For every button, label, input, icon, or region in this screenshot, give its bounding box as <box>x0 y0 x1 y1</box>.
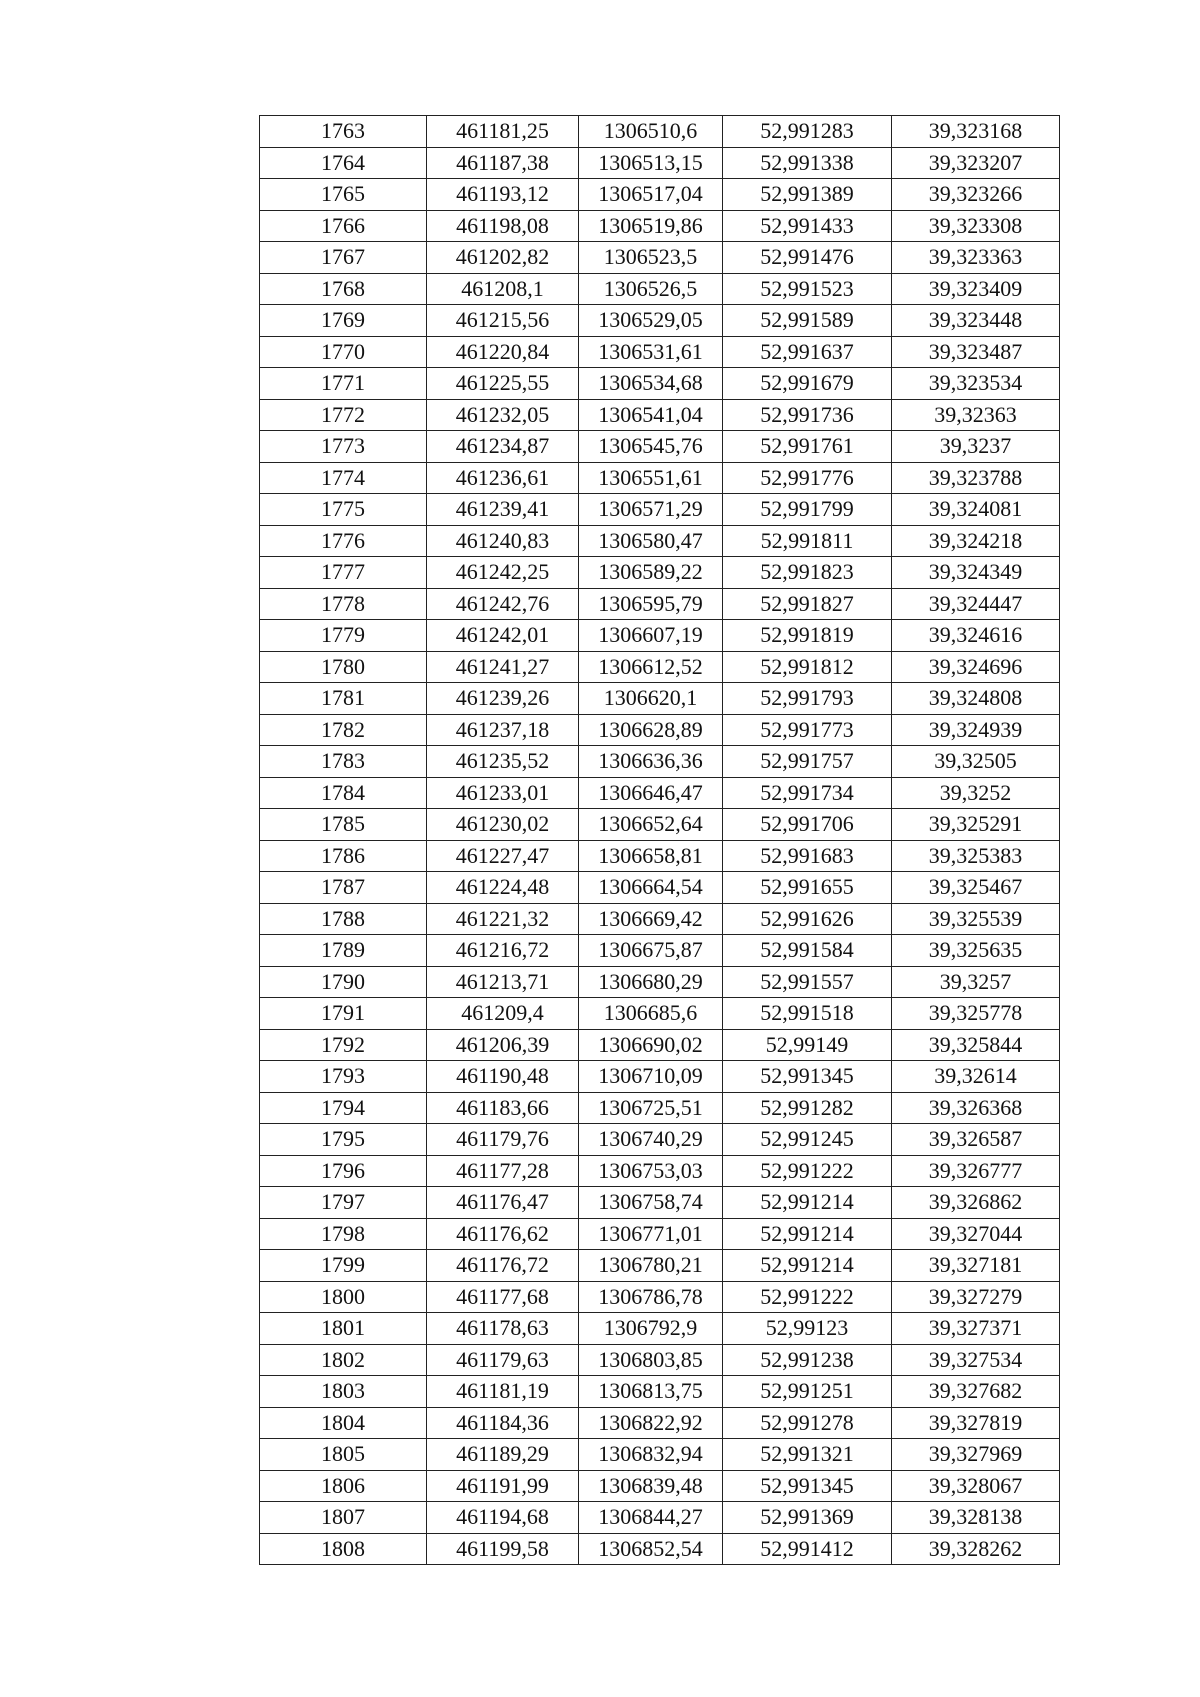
point-number-cell: 1786 <box>260 840 427 872</box>
point-number-cell: 1785 <box>260 809 427 841</box>
x-coordinate-cell: 461177,68 <box>427 1281 579 1313</box>
x-coordinate-cell: 461190,48 <box>427 1061 579 1093</box>
x-coordinate-cell: 461178,63 <box>427 1313 579 1345</box>
coordinates-table <box>259 115 1060 1565</box>
latitude-cell: 52,991761 <box>723 431 892 463</box>
y-coordinate-cell: 1306628,89 <box>579 714 723 746</box>
point-number-cell: 1782 <box>260 714 427 746</box>
longitude-cell: 39,3237 <box>892 431 1060 463</box>
table-row <box>260 651 1060 683</box>
longitude-cell: 39,327819 <box>892 1407 1060 1439</box>
y-coordinate-cell: 1306822,92 <box>579 1407 723 1439</box>
point-number-cell: 1795 <box>260 1124 427 1156</box>
point-number-cell: 1799 <box>260 1250 427 1282</box>
y-coordinate-cell: 1306620,1 <box>579 683 723 715</box>
x-coordinate-cell: 461198,08 <box>427 210 579 242</box>
point-number-cell: 1784 <box>260 777 427 809</box>
longitude-cell: 39,328067 <box>892 1470 1060 1502</box>
longitude-cell: 39,324696 <box>892 651 1060 683</box>
latitude-cell: 52,991245 <box>723 1124 892 1156</box>
x-coordinate-cell: 461193,12 <box>427 179 579 211</box>
y-coordinate-cell: 1306529,05 <box>579 305 723 337</box>
y-coordinate-cell: 1306680,29 <box>579 966 723 998</box>
x-coordinate-cell: 461177,28 <box>427 1155 579 1187</box>
longitude-cell: 39,328138 <box>892 1502 1060 1534</box>
table-row <box>260 746 1060 778</box>
longitude-cell: 39,325291 <box>892 809 1060 841</box>
table-row <box>260 1376 1060 1408</box>
longitude-cell: 39,325539 <box>892 903 1060 935</box>
longitude-cell: 39,32614 <box>892 1061 1060 1093</box>
table-row <box>260 557 1060 589</box>
table-row <box>260 1313 1060 1345</box>
latitude-cell: 52,991476 <box>723 242 892 274</box>
table-row <box>260 1470 1060 1502</box>
x-coordinate-cell: 461237,18 <box>427 714 579 746</box>
latitude-cell: 52,991278 <box>723 1407 892 1439</box>
table-row <box>260 1092 1060 1124</box>
table-row <box>260 840 1060 872</box>
longitude-cell: 39,327682 <box>892 1376 1060 1408</box>
longitude-cell: 39,323448 <box>892 305 1060 337</box>
table-row <box>260 210 1060 242</box>
y-coordinate-cell: 1306545,76 <box>579 431 723 463</box>
table-row <box>260 116 1060 148</box>
y-coordinate-cell: 1306725,51 <box>579 1092 723 1124</box>
x-coordinate-cell: 461242,01 <box>427 620 579 652</box>
latitude-cell: 52,991655 <box>723 872 892 904</box>
y-coordinate-cell: 1306803,85 <box>579 1344 723 1376</box>
longitude-cell: 39,327279 <box>892 1281 1060 1313</box>
y-coordinate-cell: 1306526,5 <box>579 273 723 305</box>
latitude-cell: 52,991812 <box>723 651 892 683</box>
latitude-cell: 52,991222 <box>723 1281 892 1313</box>
table-row <box>260 1124 1060 1156</box>
latitude-cell: 52,99123 <box>723 1313 892 1345</box>
y-coordinate-cell: 1306571,29 <box>579 494 723 526</box>
x-coordinate-cell: 461235,52 <box>427 746 579 778</box>
point-number-cell: 1807 <box>260 1502 427 1534</box>
x-coordinate-cell: 461230,02 <box>427 809 579 841</box>
y-coordinate-cell: 1306852,54 <box>579 1533 723 1565</box>
point-number-cell: 1783 <box>260 746 427 778</box>
point-number-cell: 1767 <box>260 242 427 274</box>
latitude-cell: 52,991214 <box>723 1218 892 1250</box>
longitude-cell: 39,325383 <box>892 840 1060 872</box>
table-row <box>260 714 1060 746</box>
latitude-cell: 52,991412 <box>723 1533 892 1565</box>
table-row <box>260 1502 1060 1534</box>
table-row <box>260 1029 1060 1061</box>
table-row <box>260 588 1060 620</box>
y-coordinate-cell: 1306517,04 <box>579 179 723 211</box>
y-coordinate-cell: 1306519,86 <box>579 210 723 242</box>
longitude-cell: 39,327534 <box>892 1344 1060 1376</box>
table-row <box>260 966 1060 998</box>
latitude-cell: 52,991637 <box>723 336 892 368</box>
latitude-cell: 52,991238 <box>723 1344 892 1376</box>
longitude-cell: 39,323266 <box>892 179 1060 211</box>
longitude-cell: 39,326862 <box>892 1187 1060 1219</box>
y-coordinate-cell: 1306669,42 <box>579 903 723 935</box>
x-coordinate-cell: 461191,99 <box>427 1470 579 1502</box>
latitude-cell: 52,991706 <box>723 809 892 841</box>
latitude-cell: 52,991251 <box>723 1376 892 1408</box>
longitude-cell: 39,3252 <box>892 777 1060 809</box>
longitude-cell: 39,327181 <box>892 1250 1060 1282</box>
y-coordinate-cell: 1306753,03 <box>579 1155 723 1187</box>
point-number-cell: 1789 <box>260 935 427 967</box>
y-coordinate-cell: 1306646,47 <box>579 777 723 809</box>
y-coordinate-cell: 1306792,9 <box>579 1313 723 1345</box>
point-number-cell: 1765 <box>260 179 427 211</box>
y-coordinate-cell: 1306589,22 <box>579 557 723 589</box>
y-coordinate-cell: 1306580,47 <box>579 525 723 557</box>
longitude-cell: 39,323308 <box>892 210 1060 242</box>
x-coordinate-cell: 461213,71 <box>427 966 579 998</box>
latitude-cell: 52,991518 <box>723 998 892 1030</box>
longitude-cell: 39,323363 <box>892 242 1060 274</box>
latitude-cell: 52,991433 <box>723 210 892 242</box>
point-number-cell: 1781 <box>260 683 427 715</box>
x-coordinate-cell: 461176,72 <box>427 1250 579 1282</box>
longitude-cell: 39,32505 <box>892 746 1060 778</box>
latitude-cell: 52,991819 <box>723 620 892 652</box>
table-row <box>260 620 1060 652</box>
table-row <box>260 494 1060 526</box>
latitude-cell: 52,991214 <box>723 1250 892 1282</box>
latitude-cell: 52,991283 <box>723 116 892 148</box>
table-row <box>260 683 1060 715</box>
table-row <box>260 1533 1060 1565</box>
point-number-cell: 1780 <box>260 651 427 683</box>
x-coordinate-cell: 461216,72 <box>427 935 579 967</box>
y-coordinate-cell: 1306531,61 <box>579 336 723 368</box>
longitude-cell: 39,324808 <box>892 683 1060 715</box>
point-number-cell: 1801 <box>260 1313 427 1345</box>
latitude-cell: 52,991345 <box>723 1470 892 1502</box>
point-number-cell: 1800 <box>260 1281 427 1313</box>
latitude-cell: 52,991214 <box>723 1187 892 1219</box>
x-coordinate-cell: 461239,26 <box>427 683 579 715</box>
x-coordinate-cell: 461176,47 <box>427 1187 579 1219</box>
x-coordinate-cell: 461184,36 <box>427 1407 579 1439</box>
longitude-cell: 39,323168 <box>892 116 1060 148</box>
x-coordinate-cell: 461242,76 <box>427 588 579 620</box>
table-row <box>260 1187 1060 1219</box>
x-coordinate-cell: 461224,48 <box>427 872 579 904</box>
longitude-cell: 39,328262 <box>892 1533 1060 1565</box>
x-coordinate-cell: 461199,58 <box>427 1533 579 1565</box>
table-row <box>260 368 1060 400</box>
x-coordinate-cell: 461206,39 <box>427 1029 579 1061</box>
latitude-cell: 52,991757 <box>723 746 892 778</box>
point-number-cell: 1806 <box>260 1470 427 1502</box>
point-number-cell: 1769 <box>260 305 427 337</box>
y-coordinate-cell: 1306513,15 <box>579 147 723 179</box>
table-row <box>260 273 1060 305</box>
point-number-cell: 1790 <box>260 966 427 998</box>
y-coordinate-cell: 1306541,04 <box>579 399 723 431</box>
latitude-cell: 52,991345 <box>723 1061 892 1093</box>
latitude-cell: 52,991799 <box>723 494 892 526</box>
table-row <box>260 1407 1060 1439</box>
point-number-cell: 1804 <box>260 1407 427 1439</box>
x-coordinate-cell: 461183,66 <box>427 1092 579 1124</box>
x-coordinate-cell: 461234,87 <box>427 431 579 463</box>
latitude-cell: 52,991776 <box>723 462 892 494</box>
y-coordinate-cell: 1306839,48 <box>579 1470 723 1502</box>
point-number-cell: 1792 <box>260 1029 427 1061</box>
y-coordinate-cell: 1306652,64 <box>579 809 723 841</box>
latitude-cell: 52,99149 <box>723 1029 892 1061</box>
table-row <box>260 242 1060 274</box>
table-row <box>260 872 1060 904</box>
table-row <box>260 1250 1060 1282</box>
x-coordinate-cell: 461194,68 <box>427 1502 579 1534</box>
point-number-cell: 1763 <box>260 116 427 148</box>
latitude-cell: 52,991793 <box>723 683 892 715</box>
longitude-cell: 39,32363 <box>892 399 1060 431</box>
latitude-cell: 52,991827 <box>723 588 892 620</box>
table-row <box>260 179 1060 211</box>
point-number-cell: 1788 <box>260 903 427 935</box>
table-row <box>260 777 1060 809</box>
point-number-cell: 1771 <box>260 368 427 400</box>
latitude-cell: 52,991523 <box>723 273 892 305</box>
longitude-cell: 39,324218 <box>892 525 1060 557</box>
longitude-cell: 39,325778 <box>892 998 1060 1030</box>
x-coordinate-cell: 461187,38 <box>427 147 579 179</box>
table-row <box>260 1281 1060 1313</box>
latitude-cell: 52,991557 <box>723 966 892 998</box>
point-number-cell: 1775 <box>260 494 427 526</box>
latitude-cell: 52,991734 <box>723 777 892 809</box>
x-coordinate-cell: 461189,29 <box>427 1439 579 1471</box>
x-coordinate-cell: 461179,63 <box>427 1344 579 1376</box>
coordinates-table-body <box>260 116 1060 1565</box>
point-number-cell: 1791 <box>260 998 427 1030</box>
table-row <box>260 1344 1060 1376</box>
table-row <box>260 1061 1060 1093</box>
x-coordinate-cell: 461241,27 <box>427 651 579 683</box>
x-coordinate-cell: 461232,05 <box>427 399 579 431</box>
table-row <box>260 336 1060 368</box>
x-coordinate-cell: 461240,83 <box>427 525 579 557</box>
x-coordinate-cell: 461236,61 <box>427 462 579 494</box>
latitude-cell: 52,991389 <box>723 179 892 211</box>
point-number-cell: 1803 <box>260 1376 427 1408</box>
longitude-cell: 39,323534 <box>892 368 1060 400</box>
longitude-cell: 39,324939 <box>892 714 1060 746</box>
longitude-cell: 39,324616 <box>892 620 1060 652</box>
x-coordinate-cell: 461220,84 <box>427 336 579 368</box>
latitude-cell: 52,991626 <box>723 903 892 935</box>
y-coordinate-cell: 1306551,61 <box>579 462 723 494</box>
y-coordinate-cell: 1306832,94 <box>579 1439 723 1471</box>
point-number-cell: 1764 <box>260 147 427 179</box>
longitude-cell: 39,3257 <box>892 966 1060 998</box>
y-coordinate-cell: 1306690,02 <box>579 1029 723 1061</box>
point-number-cell: 1793 <box>260 1061 427 1093</box>
point-number-cell: 1772 <box>260 399 427 431</box>
latitude-cell: 52,991369 <box>723 1502 892 1534</box>
x-coordinate-cell: 461181,19 <box>427 1376 579 1408</box>
y-coordinate-cell: 1306612,52 <box>579 651 723 683</box>
table-row <box>260 147 1060 179</box>
y-coordinate-cell: 1306607,19 <box>579 620 723 652</box>
point-number-cell: 1774 <box>260 462 427 494</box>
longitude-cell: 39,323788 <box>892 462 1060 494</box>
y-coordinate-cell: 1306740,29 <box>579 1124 723 1156</box>
x-coordinate-cell: 461181,25 <box>427 116 579 148</box>
x-coordinate-cell: 461221,32 <box>427 903 579 935</box>
y-coordinate-cell: 1306813,75 <box>579 1376 723 1408</box>
x-coordinate-cell: 461225,55 <box>427 368 579 400</box>
y-coordinate-cell: 1306636,36 <box>579 746 723 778</box>
longitude-cell: 39,327371 <box>892 1313 1060 1345</box>
point-number-cell: 1794 <box>260 1092 427 1124</box>
table-row <box>260 305 1060 337</box>
longitude-cell: 39,326368 <box>892 1092 1060 1124</box>
y-coordinate-cell: 1306780,21 <box>579 1250 723 1282</box>
table-row <box>260 399 1060 431</box>
table-row <box>260 431 1060 463</box>
x-coordinate-cell: 461209,4 <box>427 998 579 1030</box>
y-coordinate-cell: 1306510,6 <box>579 116 723 148</box>
latitude-cell: 52,991811 <box>723 525 892 557</box>
point-number-cell: 1770 <box>260 336 427 368</box>
table-row <box>260 809 1060 841</box>
table-row <box>260 1439 1060 1471</box>
point-number-cell: 1797 <box>260 1187 427 1219</box>
point-number-cell: 1776 <box>260 525 427 557</box>
point-number-cell: 1777 <box>260 557 427 589</box>
longitude-cell: 39,325635 <box>892 935 1060 967</box>
y-coordinate-cell: 1306664,54 <box>579 872 723 904</box>
point-number-cell: 1805 <box>260 1439 427 1471</box>
longitude-cell: 39,325844 <box>892 1029 1060 1061</box>
longitude-cell: 39,325467 <box>892 872 1060 904</box>
table-row <box>260 1155 1060 1187</box>
y-coordinate-cell: 1306658,81 <box>579 840 723 872</box>
latitude-cell: 52,991683 <box>723 840 892 872</box>
y-coordinate-cell: 1306771,01 <box>579 1218 723 1250</box>
x-coordinate-cell: 461227,47 <box>427 840 579 872</box>
latitude-cell: 52,991736 <box>723 399 892 431</box>
x-coordinate-cell: 461239,41 <box>427 494 579 526</box>
x-coordinate-cell: 461215,56 <box>427 305 579 337</box>
latitude-cell: 52,991282 <box>723 1092 892 1124</box>
point-number-cell: 1802 <box>260 1344 427 1376</box>
y-coordinate-cell: 1306523,5 <box>579 242 723 274</box>
longitude-cell: 39,323487 <box>892 336 1060 368</box>
longitude-cell: 39,327969 <box>892 1439 1060 1471</box>
latitude-cell: 52,991773 <box>723 714 892 746</box>
longitude-cell: 39,324081 <box>892 494 1060 526</box>
point-number-cell: 1773 <box>260 431 427 463</box>
y-coordinate-cell: 1306675,87 <box>579 935 723 967</box>
longitude-cell: 39,323409 <box>892 273 1060 305</box>
point-number-cell: 1787 <box>260 872 427 904</box>
y-coordinate-cell: 1306685,6 <box>579 998 723 1030</box>
point-number-cell: 1766 <box>260 210 427 242</box>
latitude-cell: 52,991321 <box>723 1439 892 1471</box>
table-row <box>260 935 1060 967</box>
point-number-cell: 1798 <box>260 1218 427 1250</box>
x-coordinate-cell: 461242,25 <box>427 557 579 589</box>
x-coordinate-cell: 461202,82 <box>427 242 579 274</box>
y-coordinate-cell: 1306844,27 <box>579 1502 723 1534</box>
latitude-cell: 52,991679 <box>723 368 892 400</box>
x-coordinate-cell: 461233,01 <box>427 777 579 809</box>
longitude-cell: 39,326587 <box>892 1124 1060 1156</box>
point-number-cell: 1768 <box>260 273 427 305</box>
latitude-cell: 52,991222 <box>723 1155 892 1187</box>
longitude-cell: 39,326777 <box>892 1155 1060 1187</box>
table-row <box>260 903 1060 935</box>
longitude-cell: 39,324447 <box>892 588 1060 620</box>
point-number-cell: 1779 <box>260 620 427 652</box>
y-coordinate-cell: 1306758,74 <box>579 1187 723 1219</box>
table-row <box>260 525 1060 557</box>
y-coordinate-cell: 1306534,68 <box>579 368 723 400</box>
x-coordinate-cell: 461176,62 <box>427 1218 579 1250</box>
point-number-cell: 1778 <box>260 588 427 620</box>
point-number-cell: 1808 <box>260 1533 427 1565</box>
latitude-cell: 52,991338 <box>723 147 892 179</box>
table-row <box>260 1218 1060 1250</box>
x-coordinate-cell: 461179,76 <box>427 1124 579 1156</box>
point-number-cell: 1796 <box>260 1155 427 1187</box>
y-coordinate-cell: 1306595,79 <box>579 588 723 620</box>
longitude-cell: 39,324349 <box>892 557 1060 589</box>
latitude-cell: 52,991589 <box>723 305 892 337</box>
table-row <box>260 462 1060 494</box>
table-row <box>260 998 1060 1030</box>
x-coordinate-cell: 461208,1 <box>427 273 579 305</box>
latitude-cell: 52,991823 <box>723 557 892 589</box>
y-coordinate-cell: 1306786,78 <box>579 1281 723 1313</box>
longitude-cell: 39,323207 <box>892 147 1060 179</box>
longitude-cell: 39,327044 <box>892 1218 1060 1250</box>
latitude-cell: 52,991584 <box>723 935 892 967</box>
y-coordinate-cell: 1306710,09 <box>579 1061 723 1093</box>
